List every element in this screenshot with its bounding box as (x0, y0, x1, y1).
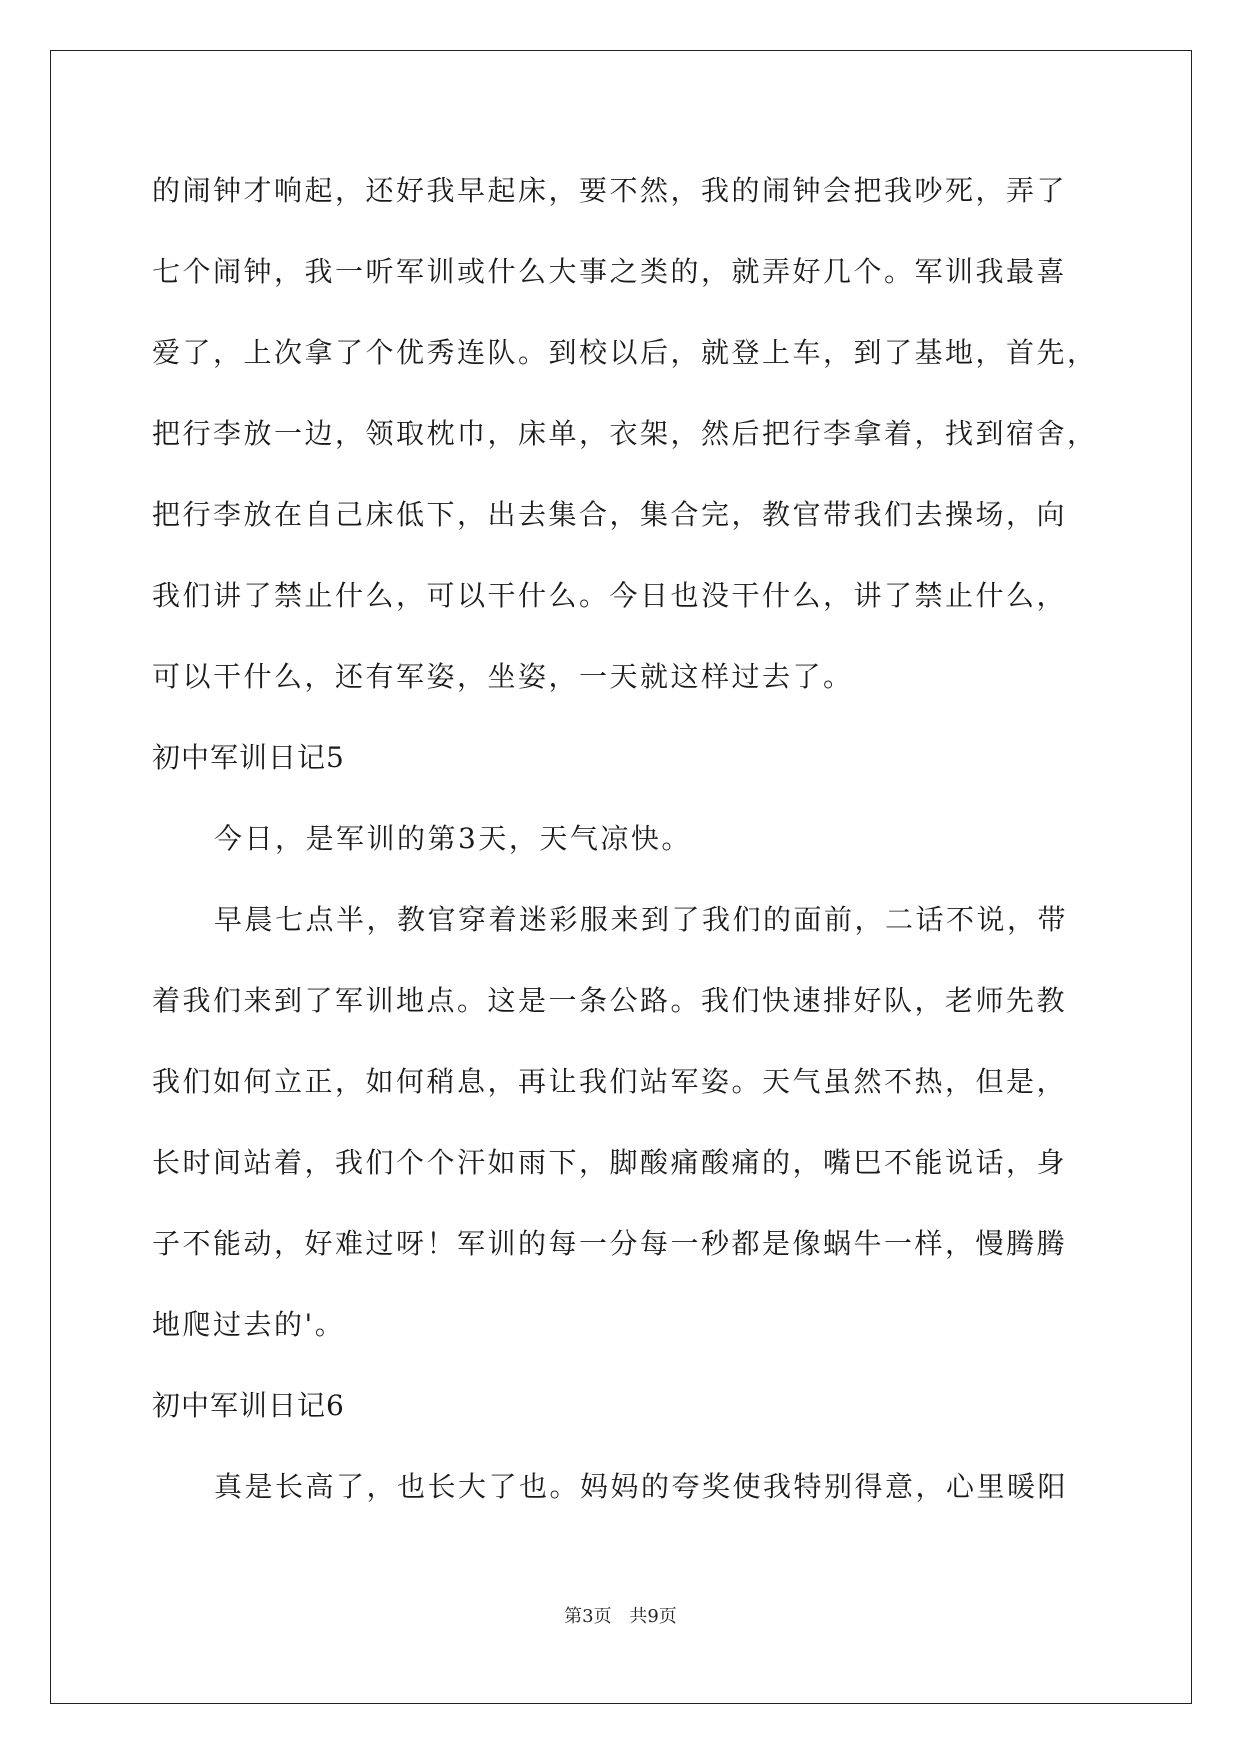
text-line: 爱了，上次拿了个优秀连队。到校以后，就登上车，到了基地，首先， (152, 336, 1098, 369)
page-border (50, 50, 1192, 1704)
page-number: 第3页 (564, 1606, 612, 1627)
section-heading: 初中军训日记6 (152, 1389, 345, 1422)
text-line: 七个闹钟，我一听军训或什么大事之类的，就弄好几个。军训我最喜 (152, 255, 1068, 288)
page-total: 共9页 (629, 1606, 677, 1627)
text-line: 着我们来到了军训地点。这是一条公路。我们快速排好队，老师先教 (152, 984, 1068, 1017)
section-heading: 初中军训日记5 (152, 741, 345, 774)
paragraph-start: 今日，是军训的第3天，天气凉快。 (214, 822, 692, 855)
text-line: 把行李放在自己床低下，出去集合，集合完，教官带我们去操场，向 (152, 498, 1068, 531)
text-line: 可以干什么，还有军姿，坐姿，一天就这样过去了。 (152, 660, 854, 693)
text-line: 的闹钟才响起，还好我早起床，要不然，我的闹钟会把我吵死，弄了 (152, 174, 1068, 207)
text-line: 地爬过去的'。 (152, 1308, 346, 1341)
text-line: 我们如何立正，如何稍息，再让我们站军姿。天气虽然不热，但是， (152, 1065, 1068, 1098)
paragraph-start: 真是长高了，也长大了也。妈妈的夸奖使我特别得意，心里暖阳 (214, 1470, 1069, 1503)
paragraph-start: 早晨七点半，教官穿着迷彩服来到了我们的面前，二话不说，带 (214, 903, 1069, 936)
text-line: 我们讲了禁止什么，可以干什么。今日也没干什么，讲了禁止什么， (152, 579, 1068, 612)
text-line: 长时间站着，我们个个汗如雨下，脚酸痛酸痛的，嘴巴不能说话，身 (152, 1146, 1068, 1179)
page-footer (0, 1602, 1241, 1628)
text-line: 子不能动，好难过呀！军训的每一分每一秒都是像蜗牛一样，慢腾腾 (152, 1227, 1068, 1260)
text-line: 把行李放一边，领取枕巾，床单，衣架，然后把行李拿着，找到宿舍， (152, 417, 1098, 450)
